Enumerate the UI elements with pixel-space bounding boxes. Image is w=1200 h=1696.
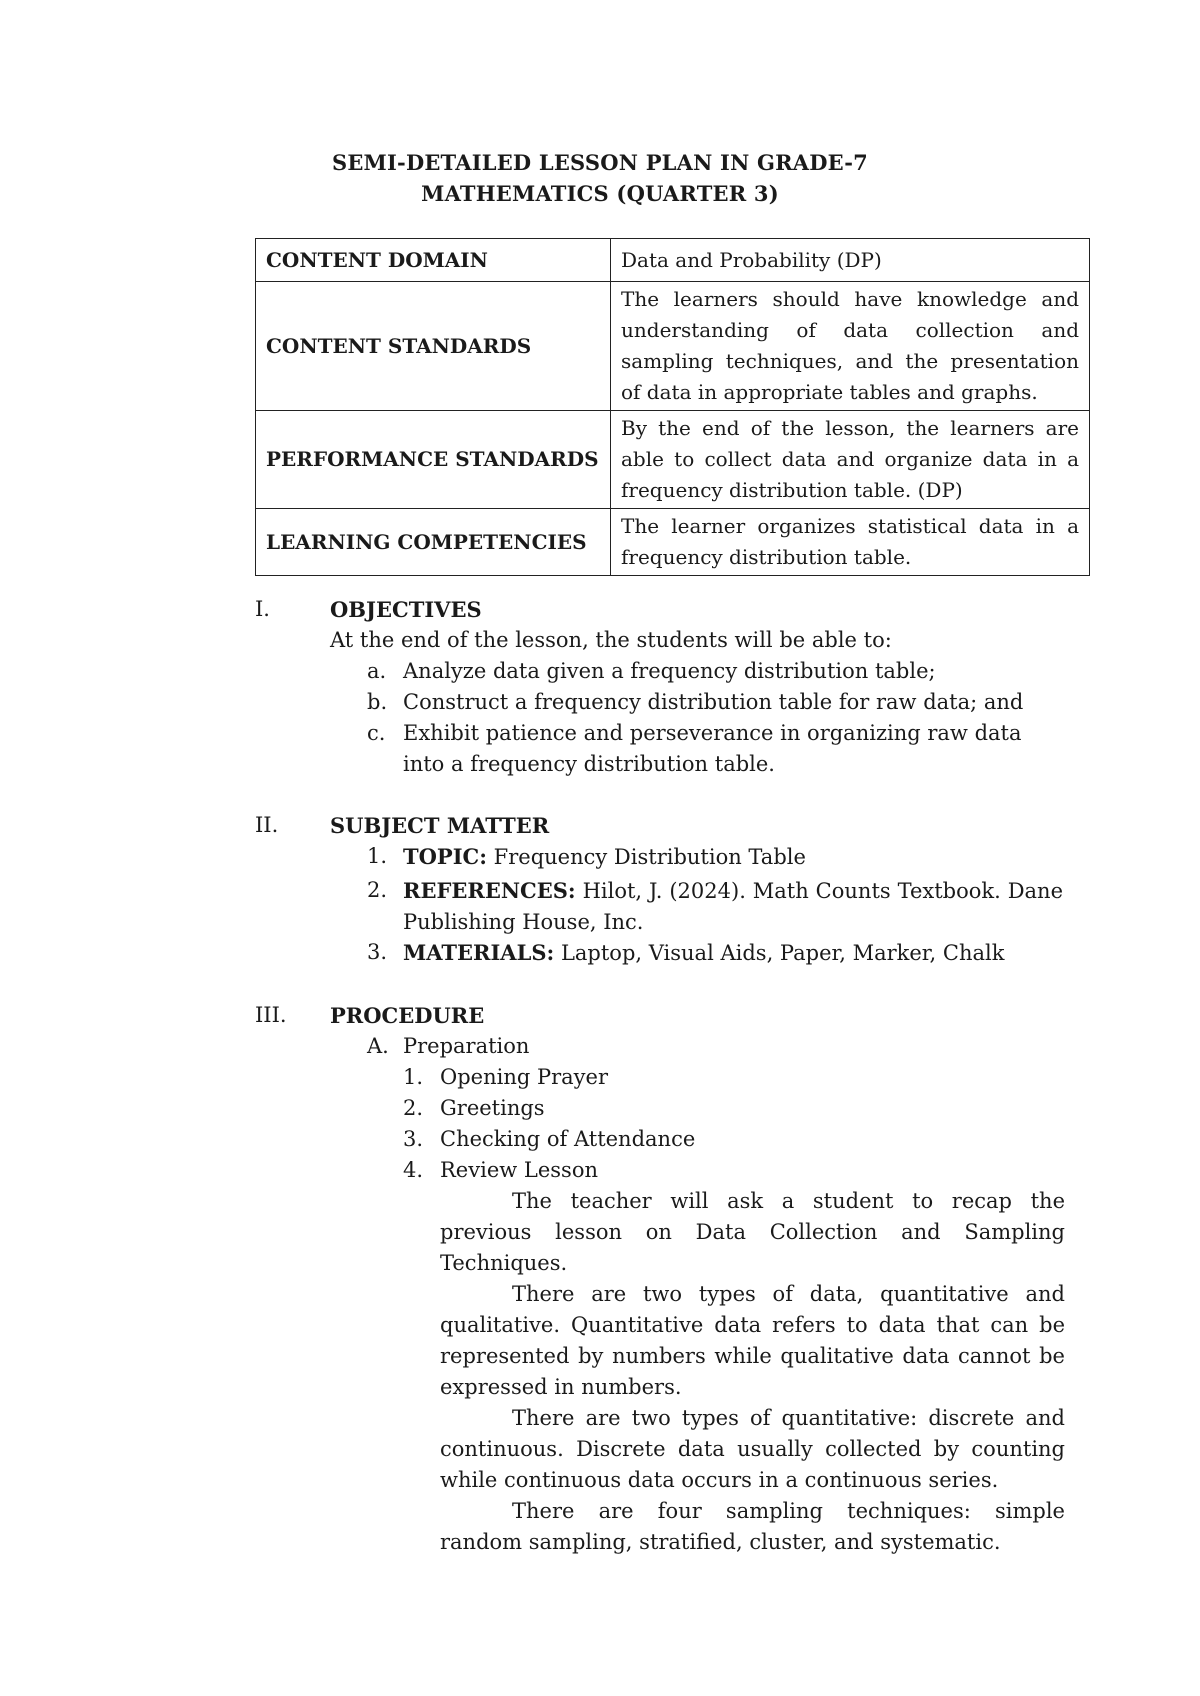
step-marker: 3. (403, 1127, 424, 1151)
row-value: Data and Probability (DP) (611, 239, 1090, 282)
procedure-part-label: Preparation (403, 1034, 530, 1058)
subject-label: MATERIALS: (403, 940, 555, 965)
table-row (256, 411, 1090, 509)
subject-marker: 3. (367, 940, 388, 964)
step-item: Opening Prayer (440, 1065, 608, 1089)
review-paragraph: There are two types of data, quantitative and qualitative. Quantitative data refers to data that can be represented by numbers while qualitative data cannot be expressed in numbers. (440, 1282, 1065, 1399)
subject-numeral: II. (255, 813, 279, 837)
step-marker: 1. (403, 1065, 424, 1089)
subject-text: Hilot, J. (2024). Math Counts Textbook. Dane Publishing House, Inc. (403, 879, 1063, 934)
table-row (256, 509, 1090, 576)
subject-marker: 2. (367, 878, 388, 902)
subject-heading: SUBJECT MATTER (330, 813, 550, 838)
objective-item: Analyze data given a frequency distribution table; (403, 659, 936, 683)
objective-marker: b. (367, 690, 388, 714)
objective-item: Construct a frequency distribution table for raw data; and (403, 690, 1024, 714)
subject-text: Laptop, Visual Aids, Paper, Marker, Chalk (554, 941, 1005, 965)
subject-item (403, 875, 1063, 938)
objective-marker: c. (367, 721, 386, 745)
standards-table (255, 238, 1090, 576)
procedure-heading: PROCEDURE (330, 1003, 485, 1028)
review-paragraph: There are two types of quantitative: discrete and continuous. Discrete data usually collected by counting while continuous data occurs in a continuous series. (440, 1406, 1065, 1492)
step-item: Greetings (440, 1096, 545, 1120)
row-value: The learners should have knowledge and understanding of data collection and sampling techniques, and the presentation of data in appropriate tables and graphs. (611, 282, 1090, 411)
procedure-numeral: III. (255, 1003, 287, 1027)
step-marker: 2. (403, 1096, 424, 1120)
title-line-2: MATHEMATICS (QUARTER 3) (421, 181, 779, 206)
step-item: Review Lesson (440, 1158, 598, 1182)
step-item: Checking of Attendance (440, 1127, 696, 1151)
table-row (256, 239, 1090, 282)
row-value: By the end of the lesson, the learners are able to collect data and organize data in a frequency distribution table. (DP) (611, 411, 1090, 509)
review-paragraph: There are four sampling techniques: simple random sampling, stratified, cluster, and systematic. (440, 1499, 1065, 1554)
procedure-part-marker: A. (367, 1034, 389, 1058)
subject-marker: 1. (367, 844, 388, 868)
row-value: The learner organizes statistical data in a frequency distribution table. (611, 509, 1090, 576)
review-paragraph: The teacher will ask a student to recap the previous lesson on Data Collection and Sampling Techniques. (440, 1189, 1065, 1275)
title-line-1: SEMI-DETAILED LESSON PLAN IN GRADE-7 (331, 150, 868, 175)
subject-text: Frequency Distribution Table (487, 845, 806, 869)
objective-marker: a. (367, 659, 387, 683)
row-label: CONTENT STANDARDS (256, 282, 611, 411)
objectives-intro: At the end of the lesson, the students will be able to: (330, 628, 892, 652)
row-label: LEARNING COMPETENCIES (256, 509, 611, 576)
subject-item (403, 841, 1083, 873)
row-label: CONTENT DOMAIN (256, 239, 611, 282)
row-label: PERFORMANCE STANDARDS (256, 411, 611, 509)
subject-label: TOPIC: (403, 844, 487, 869)
subject-label: REFERENCES: (403, 878, 576, 903)
objectives-numeral: I. (255, 597, 270, 621)
subject-item (403, 937, 1083, 969)
objectives-heading: OBJECTIVES (330, 597, 482, 622)
objective-item: Exhibit patience and perseverance in organizing raw data into a frequency distribution table. (403, 721, 1022, 776)
table-row (256, 282, 1090, 411)
step-marker: 4. (403, 1158, 424, 1182)
